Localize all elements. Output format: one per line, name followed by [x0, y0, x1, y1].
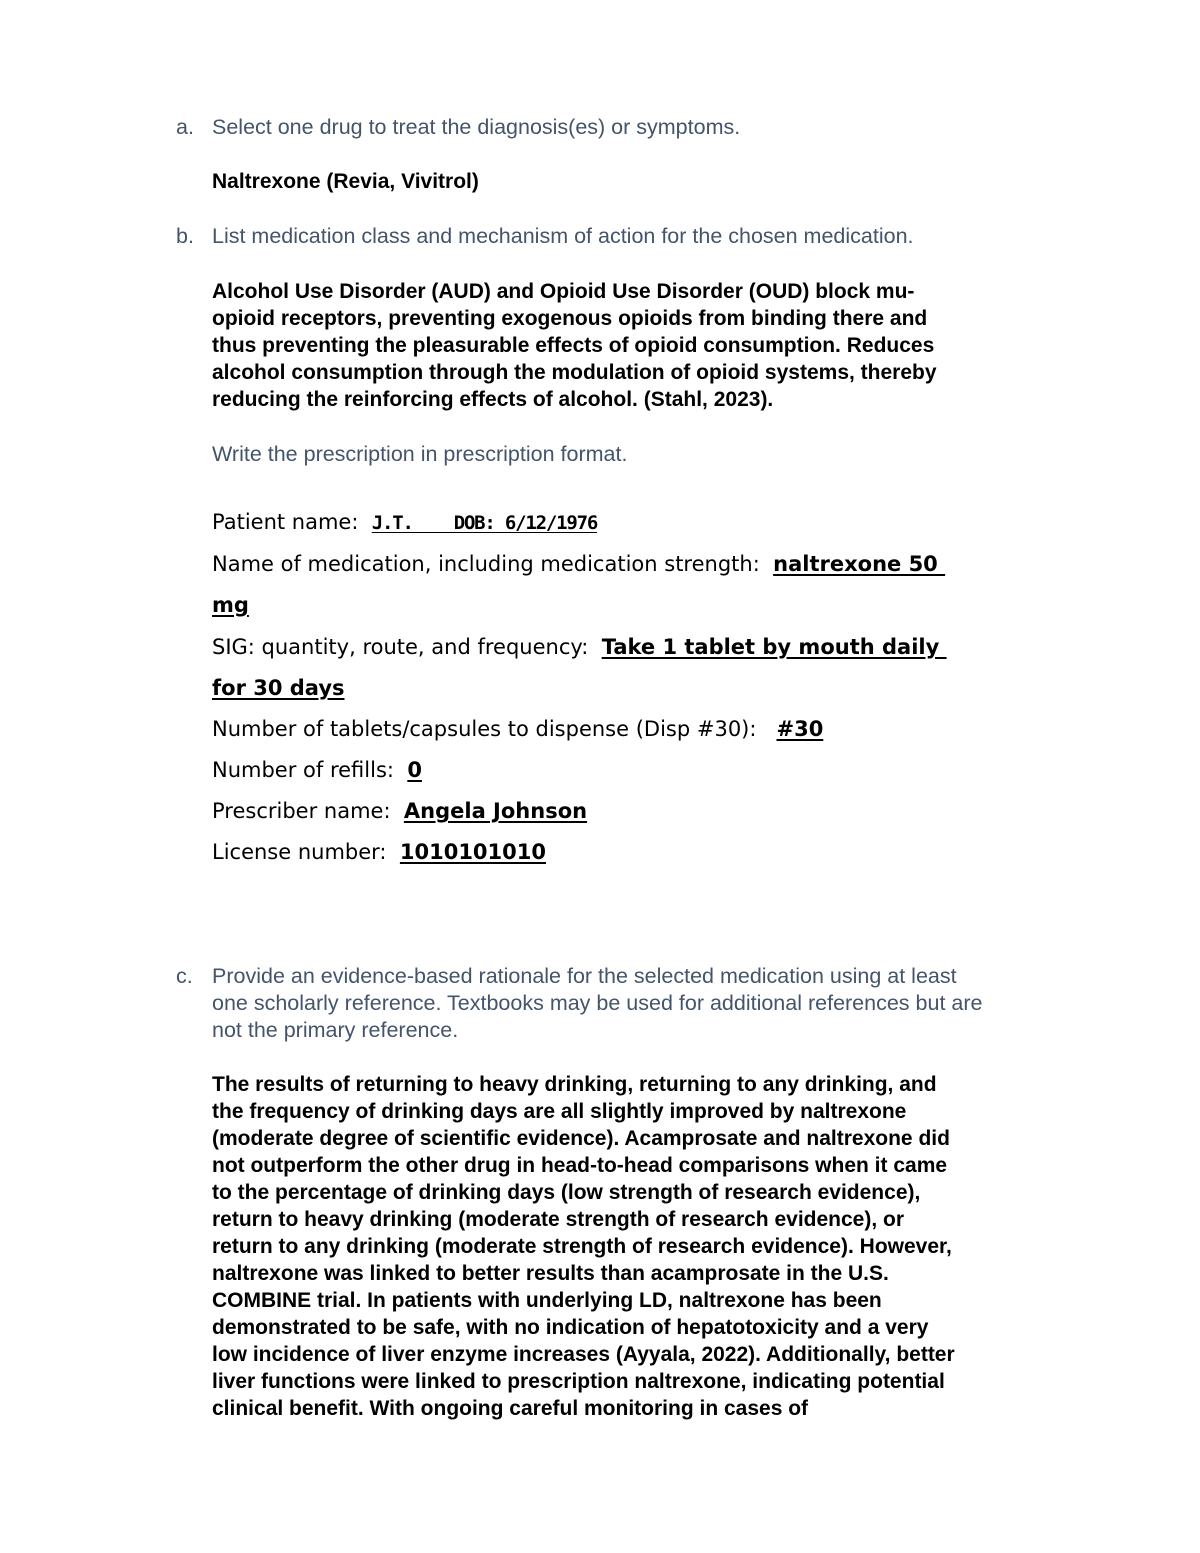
- rx-license-row: [212, 838, 546, 866]
- rx-refills-value: 0: [407, 758, 422, 782]
- question-c-line: not the primary reference.: [212, 1018, 459, 1042]
- rx-patient-value: J.T. DOB: 6/12/1976: [371, 512, 598, 534]
- rx-patient-row: [212, 508, 597, 537]
- answer-c-line: low incidence of liver enzyme increases (Ayyala, 2022). Additionally, better: [212, 1343, 955, 1366]
- rx-patient-label: Patient name:: [212, 510, 359, 534]
- answer-a: Naltrexone (Revia, Vivitrol): [212, 170, 479, 193]
- question-b-marker: b.: [176, 224, 194, 248]
- rx-sig-row-cont: [212, 674, 345, 702]
- prescription-prompt: Write the prescription in prescription format.: [212, 442, 628, 466]
- rx-refills-row: [212, 756, 422, 784]
- rx-dispense-row: [212, 715, 823, 743]
- answer-c-line: liver functions were linked to prescription naltrexone, indicating potential: [212, 1370, 945, 1393]
- answer-b-line: Alcohol Use Disorder (AUD) and Opioid Use Disorder (OUD) block mu-: [212, 280, 915, 303]
- answer-b-line: alcohol consumption through the modulation of opioid systems, thereby: [212, 361, 937, 384]
- rx-dispense-value: #30: [776, 717, 824, 741]
- answer-c-line: (moderate degree of scientific evidence). Acamprosate and naltrexone did: [212, 1127, 950, 1150]
- answer-c-line: The results of returning to heavy drinking, returning to any drinking, and: [212, 1073, 937, 1096]
- answer-c-line: naltrexone was linked to better results than acamprosate in the U.S.: [212, 1262, 889, 1285]
- answer-b-line: reducing the reinforcing effects of alcohol. (Stahl, 2023).: [212, 388, 774, 411]
- answer-b-line: thus preventing the pleasurable effects of opioid consumption. Reduces: [212, 334, 935, 357]
- rx-sig-value-cont: for 30 days: [212, 676, 345, 700]
- rx-license-value: 1010101010: [399, 840, 546, 864]
- answer-c-line: return to heavy drinking (moderate strength of research evidence), or: [212, 1208, 905, 1231]
- rx-sig-row: [212, 633, 947, 661]
- question-a-text: Select one drug to treat the diagnosis(es) or symptoms.: [212, 115, 741, 139]
- question-b-text: List medication class and mechanism of action for the chosen medication.: [212, 224, 914, 248]
- rx-prescriber-row: [212, 797, 587, 825]
- question-c-marker: c.: [176, 964, 193, 988]
- rx-refills-label: Number of refills:: [212, 758, 394, 782]
- rx-medication-label: Name of medication, including medication strength:: [212, 552, 760, 576]
- answer-b-line: opioid receptors, preventing exogenous opioids from binding there and: [212, 307, 928, 330]
- answer-c-line: not outperform the other drug in head-to-head comparisons when it came: [212, 1154, 948, 1177]
- question-c-text: [212, 963, 1112, 1044]
- answer-c-line: demonstrated to be safe, with no indication of hepatotoxicity and a very: [212, 1316, 929, 1339]
- question-c-line: Provide an evidence-based rationale for the selected medication using at least: [212, 964, 957, 988]
- answer-c-line: the frequency of drinking days are all slightly improved by naltrexone: [212, 1100, 907, 1123]
- rx-prescriber-label: Prescriber name:: [212, 799, 391, 823]
- rx-medication-row-cont: [212, 591, 249, 619]
- question-c-line: one scholarly reference. Textbooks may be used for additional references but are: [212, 991, 983, 1015]
- answer-c-line: clinical benefit. With ongoing careful monitoring in cases of: [212, 1397, 809, 1420]
- answer-c-line: to the percentage of drinking days (low strength of research evidence),: [212, 1181, 921, 1204]
- rx-sig-value: Take 1 tablet by mouth daily: [601, 635, 947, 659]
- rx-prescriber-value: Angela Johnson: [403, 799, 588, 823]
- rx-license-label: License number:: [212, 840, 387, 864]
- rx-medication-value: naltrexone 50: [773, 552, 946, 576]
- answer-b: [212, 278, 1072, 413]
- answer-c-line: COMBINE trial. In patients with underlying LD, naltrexone has been: [212, 1289, 882, 1312]
- question-a-marker: a.: [176, 115, 194, 139]
- rx-medication-value-cont: mg: [212, 593, 249, 617]
- answer-c: [212, 1071, 1092, 1422]
- answer-c-line: return to any drinking (moderate strength of research evidence). However,: [212, 1235, 952, 1258]
- rx-dispense-label: Number of tablets/capsules to dispense (Disp #30):: [212, 717, 757, 741]
- rx-sig-label: SIG: quantity, route, and frequency:: [212, 635, 589, 659]
- rx-medication-row: [212, 550, 945, 578]
